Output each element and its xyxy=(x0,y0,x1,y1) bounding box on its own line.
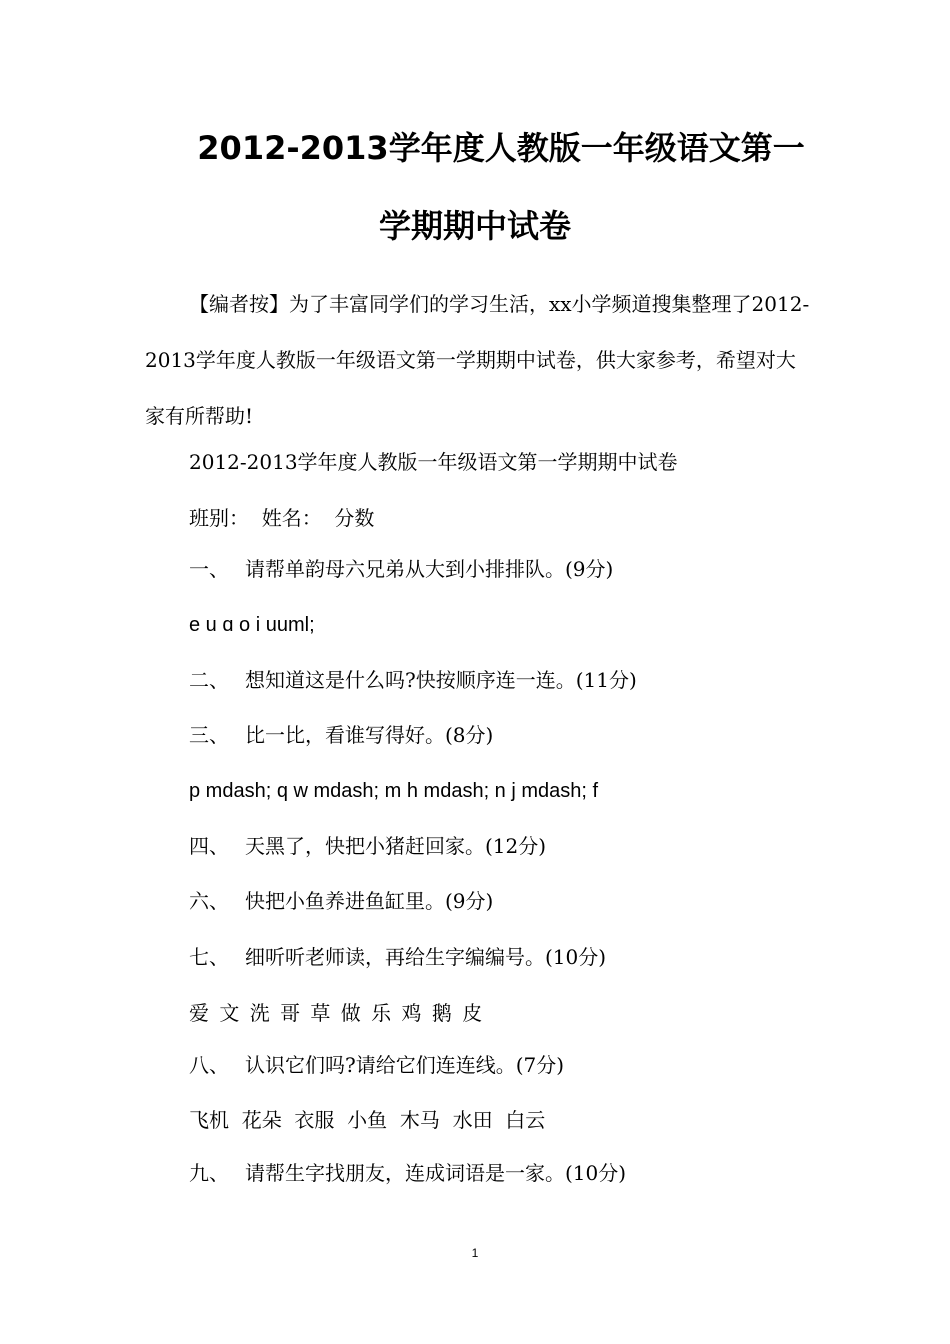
question-text: 认识它们吗?请给它们连连线。(7分) xyxy=(245,1053,565,1077)
question-8-words: 飞机 花朵 衣服 小鱼 木马 水田 白云 xyxy=(189,1108,546,1132)
question-text: 快把小鱼养进鱼缸里。(9分) xyxy=(245,889,494,913)
question-3-letters: p mdash; q w mdash; m h mdash; n j mdash; f xyxy=(189,780,599,802)
question-2 xyxy=(189,665,637,695)
subtitle: 2012-2013学年度人教版一年级语文第一学期期中试卷 xyxy=(189,450,678,474)
question-number: 九、 xyxy=(189,1161,229,1185)
question-number: 四、 xyxy=(189,834,229,858)
question-1 xyxy=(189,554,613,584)
title-line-2: 学期期中试卷 xyxy=(378,207,571,245)
question-text: 比一比，看谁写得好。(8分) xyxy=(245,723,494,747)
question-number: 七、 xyxy=(189,945,229,969)
page-number: 1 xyxy=(471,1246,479,1260)
question-number: 二、 xyxy=(189,668,229,692)
question-1-letters: e u ɑ o i uuml; xyxy=(189,614,315,636)
question-text: 天黑了，快把小猪赶回家。(12分) xyxy=(245,834,547,858)
editor-note: 【编者按】为了丰富同学们的学习生活，xx小学频道搜集整理了2012-2013学年度人教版一年级语文第一学期期中试卷，供大家参考，希望对大家有所帮助! xyxy=(145,292,810,428)
question-number: 三、 xyxy=(189,723,229,747)
question-text: 请帮生字找朋友，连成词语是一家。(10分) xyxy=(245,1161,627,1185)
question-number: 六、 xyxy=(189,889,229,913)
question-8 xyxy=(189,1050,564,1080)
question-text: 请帮单韵母六兄弟从大到小排排队。(9分) xyxy=(245,557,614,581)
question-7 xyxy=(189,942,606,972)
question-9 xyxy=(189,1158,626,1188)
question-text: 想知道这是什么吗?快按顺序连一连。(11分) xyxy=(245,668,637,692)
question-number: 八、 xyxy=(189,1053,229,1077)
question-3 xyxy=(189,720,493,750)
question-4 xyxy=(189,831,546,861)
question-7-characters: 爱 文 洗 哥 草 做 乐 鸡 鹅 皮 xyxy=(189,1001,483,1025)
class-name-score-line: 班别： 姓名： 分数 xyxy=(189,506,375,530)
title-line-1: 2012-2013学年度人教版一年级语文第一 xyxy=(197,129,805,167)
question-number: 一、 xyxy=(189,557,229,581)
question-6 xyxy=(189,886,493,916)
question-text: 细听听老师读，再给生字编编号。(10分) xyxy=(245,945,607,969)
